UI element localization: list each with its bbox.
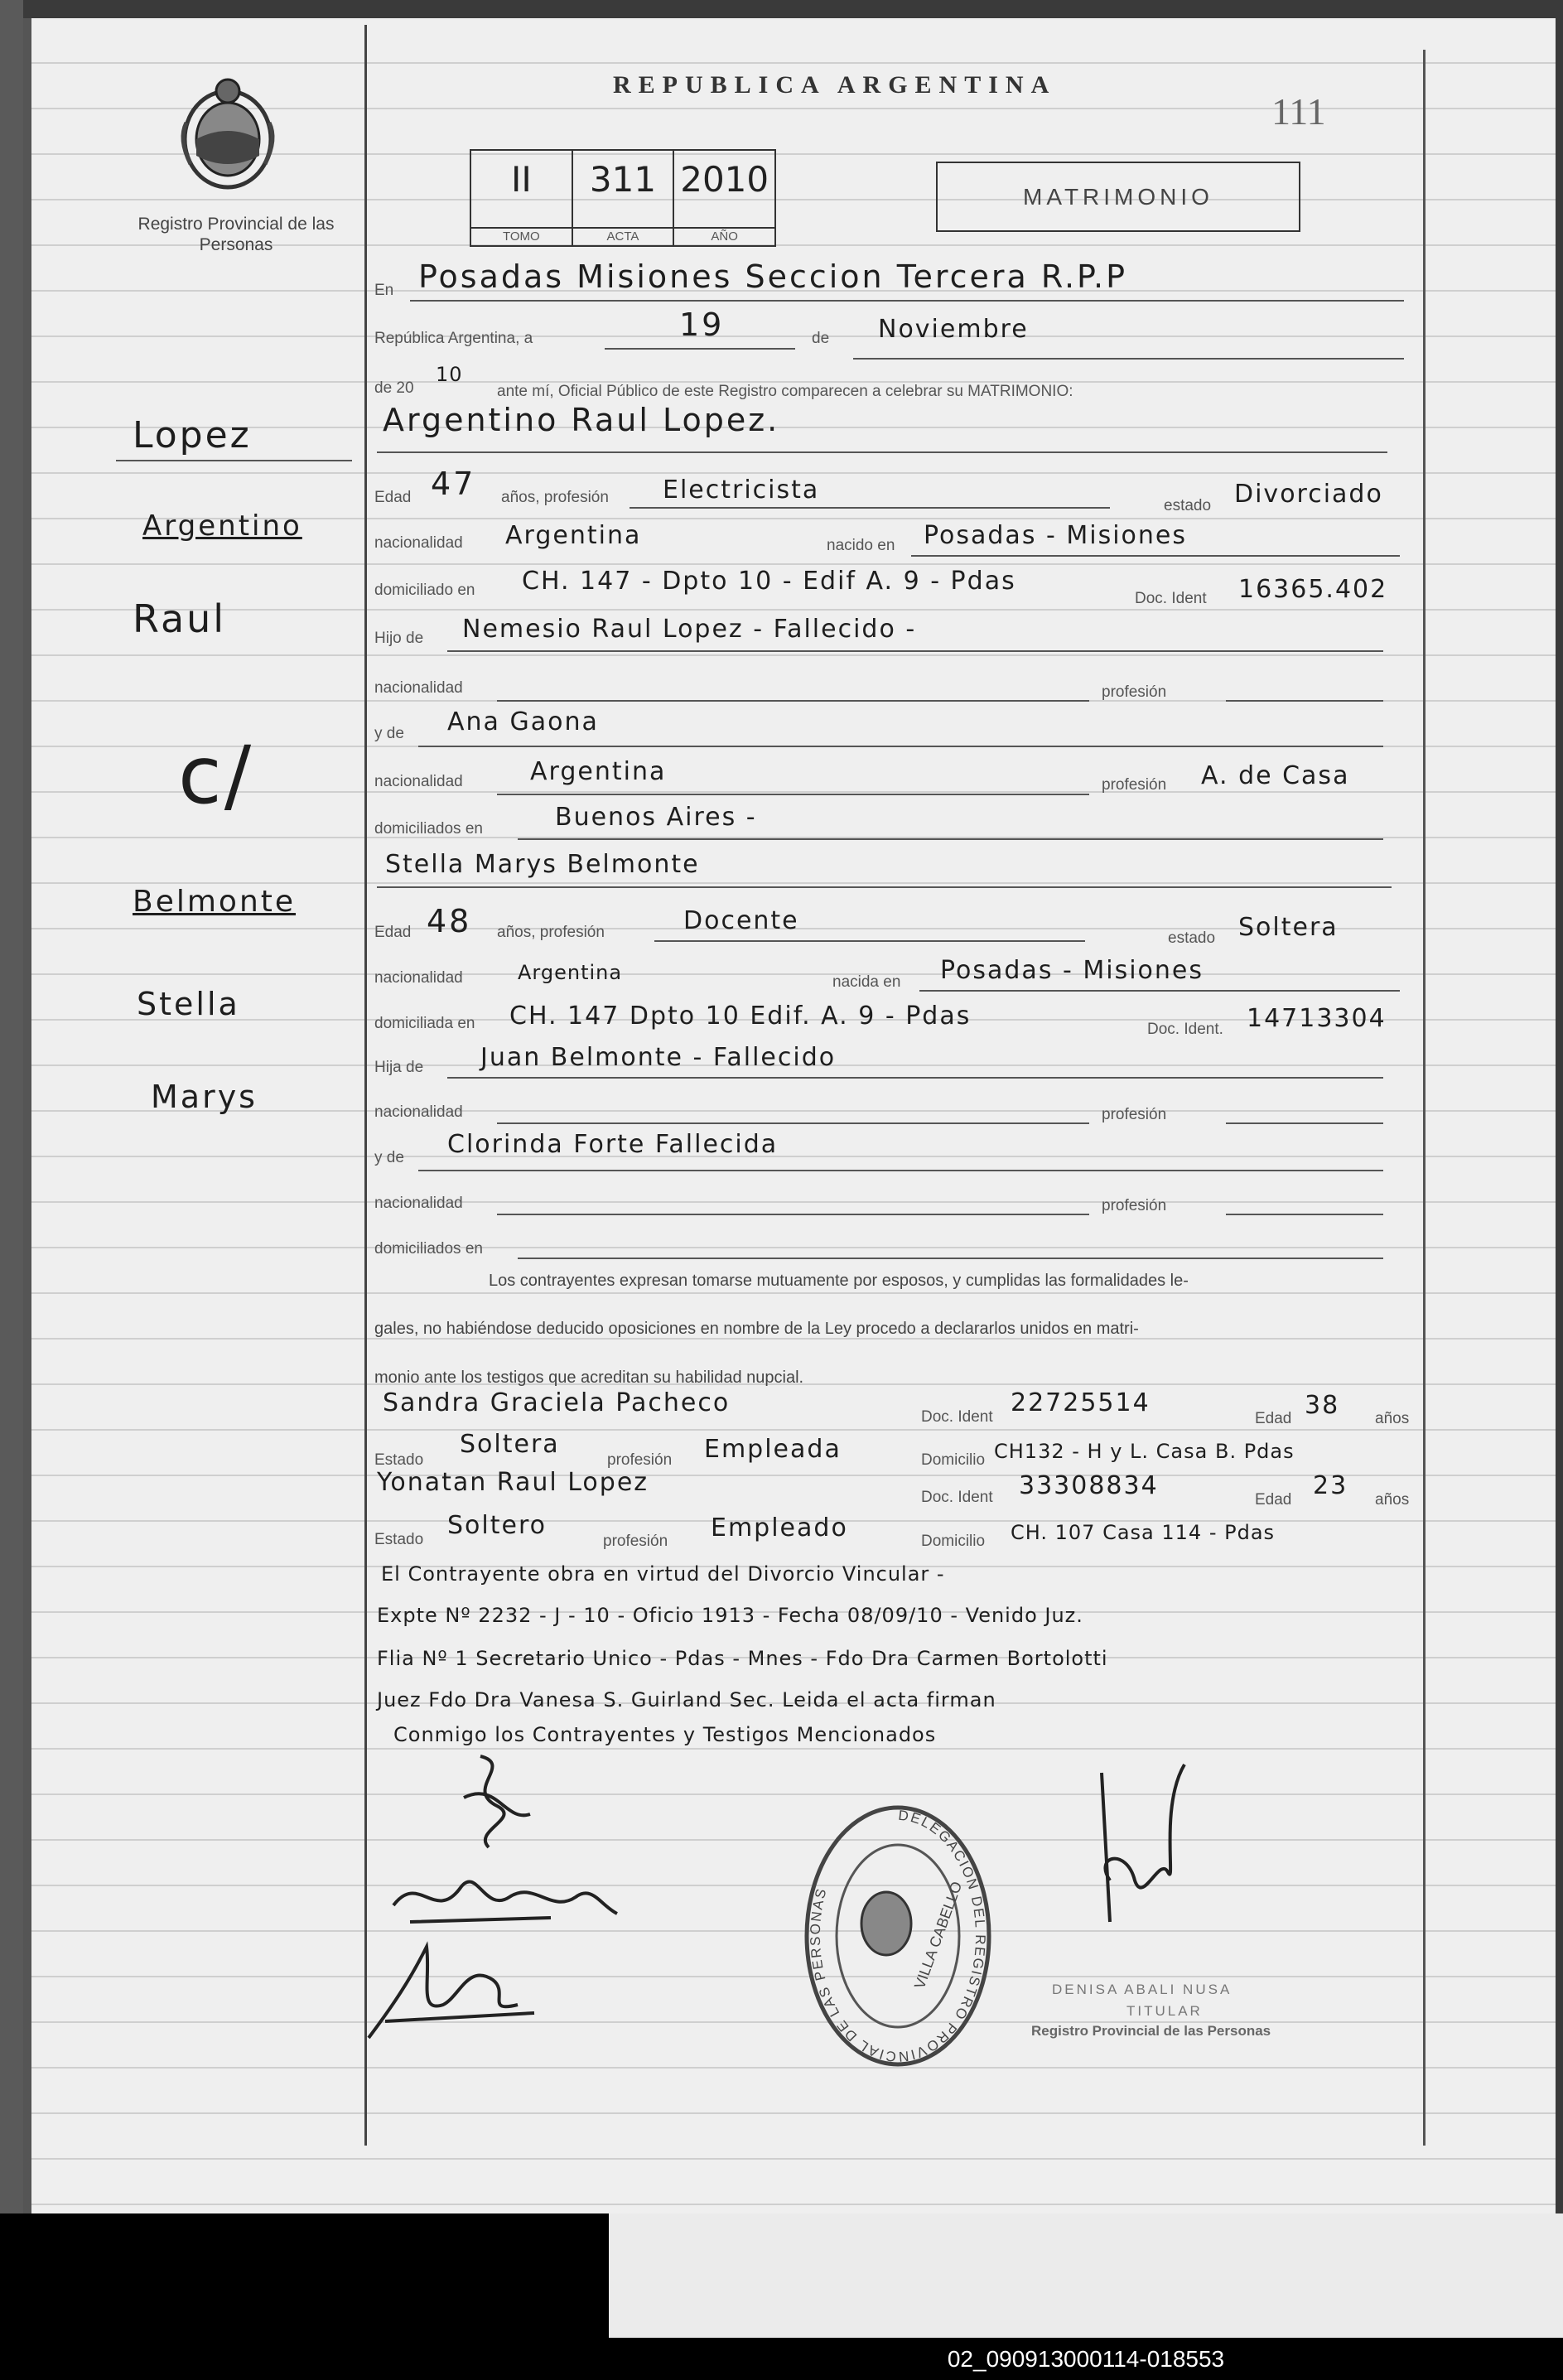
rule bbox=[497, 1122, 1089, 1124]
official-stamp bbox=[799, 1799, 996, 2073]
tomo-value: II bbox=[510, 159, 532, 200]
label-domiciliados-en: domiciliados en bbox=[374, 1240, 483, 1258]
rule bbox=[853, 358, 1404, 360]
rule bbox=[919, 990, 1400, 992]
note-line-3: Flia Nº 1 Secretario Unico - Pdas - Mnes - Fdo Dra Carmen Bortolotti bbox=[377, 1647, 1108, 1670]
officer-office: Registro Provincial de las Personas bbox=[1031, 2023, 1271, 2039]
margin-first-name-groom: Argentino bbox=[142, 509, 302, 543]
label-profesion: profesión bbox=[1102, 776, 1167, 794]
label-hija-de: Hija de bbox=[374, 1059, 424, 1076]
act-type-box: MATRIMONIO bbox=[936, 162, 1300, 232]
label-edad: Edad bbox=[374, 489, 412, 506]
groom-civil-status: Divorciado bbox=[1234, 480, 1383, 509]
signature-officer bbox=[1077, 1756, 1201, 1930]
label-anos-profesion: años, profesión bbox=[497, 924, 605, 941]
right-rule bbox=[1423, 50, 1426, 2146]
registry-title: Registro Provincial de las Personas bbox=[137, 215, 335, 254]
place-location: Posadas Misiones Seccion Tercera R.P.P bbox=[418, 258, 1128, 295]
declaration-line-2: gales, no habiéndose deducido oposiciones en nombre de la Ley procedo a declararlos unidos en matri- bbox=[374, 1320, 1139, 1338]
officer-name: DENISA ABALI NUSA bbox=[1052, 1982, 1233, 1997]
label-profesion: profesión bbox=[603, 1533, 668, 1550]
bride-mother: Clorinda Forte Fallecida bbox=[447, 1130, 779, 1159]
label-profesion: profesión bbox=[1102, 683, 1167, 701]
rule bbox=[377, 451, 1387, 453]
rule bbox=[497, 700, 1089, 702]
label-estado: Estado bbox=[374, 1531, 424, 1548]
record-id-box bbox=[470, 149, 776, 247]
bride-nationality: Argentina bbox=[518, 961, 623, 984]
bride-age: 48 bbox=[427, 903, 472, 939]
rule bbox=[447, 1077, 1383, 1079]
label-domicilio: Domicilio bbox=[921, 1451, 986, 1469]
margin-middle-name-groom: Raul bbox=[133, 596, 227, 641]
rule bbox=[1226, 1214, 1383, 1215]
bride-born-in: Posadas - Misiones bbox=[940, 956, 1204, 985]
rule bbox=[377, 886, 1392, 888]
date-month: Noviembre bbox=[878, 315, 1029, 344]
rule bbox=[497, 794, 1089, 795]
acta-value: 311 bbox=[589, 159, 657, 200]
label-nacionalidad: nacionalidad bbox=[374, 679, 463, 697]
date-day: 19 bbox=[679, 307, 725, 343]
declaration-line-3: monio ante los testigos que acreditan su habilidad nupcial. bbox=[374, 1369, 804, 1387]
bride-profession: Docente bbox=[683, 906, 799, 935]
tomo-cell bbox=[471, 151, 573, 245]
note-line-2: Expte Nº 2232 - J - 10 - Oficio 1913 - Fecha 08/09/10 - Venido Juz. bbox=[377, 1604, 1083, 1627]
witness-1-profession: Empleada bbox=[704, 1435, 842, 1464]
witness-2-doc-id: 33308834 bbox=[1019, 1471, 1159, 1500]
label-de: de bbox=[812, 330, 830, 347]
label-profesion: profesión bbox=[607, 1451, 673, 1469]
country-title: REPUBLICA ARGENTINA bbox=[613, 71, 1057, 99]
label-nacionalidad: nacionalidad bbox=[374, 1195, 463, 1212]
margin-middle-name-bride: Marys bbox=[151, 1079, 258, 1115]
label-doc-ident: Doc. Ident. bbox=[1147, 1021, 1223, 1038]
label-estado: estado bbox=[1164, 497, 1212, 514]
label-republica: República Argentina, a bbox=[374, 330, 533, 347]
acta-cell bbox=[573, 151, 675, 245]
label-hijo-de: Hijo de bbox=[374, 630, 424, 647]
rule bbox=[418, 1170, 1383, 1171]
groom-born-in: Posadas - Misiones bbox=[924, 521, 1187, 550]
rule bbox=[418, 746, 1383, 747]
label-anos-profesion: años, profesión bbox=[501, 489, 609, 506]
margin-surname-bride: Belmonte bbox=[133, 885, 297, 919]
witness-1-status: Soltera bbox=[460, 1430, 560, 1459]
label-domiciliado-en: domiciliado en bbox=[374, 582, 475, 599]
label-doc-ident: Doc. Ident bbox=[921, 1408, 993, 1426]
scan-id: 02_090913000114-018553 bbox=[609, 2338, 1563, 2380]
groom-father: Nemesio Raul Lopez - Fallecido - bbox=[462, 615, 917, 644]
label-de-20: de 20 bbox=[374, 379, 414, 397]
label-doc-ident: Doc. Ident bbox=[1135, 590, 1207, 607]
label-nacionalidad: nacionalidad bbox=[374, 969, 463, 987]
groom-profession: Electricista bbox=[663, 476, 820, 504]
note-line-5: Conmigo los Contrayentes y Testigos Mencionados bbox=[393, 1723, 937, 1746]
margin-conjunction: c/ bbox=[178, 729, 254, 822]
label-domiciliada-en: domiciliada en bbox=[374, 1015, 475, 1032]
groom-nationality: Argentina bbox=[505, 521, 642, 550]
groom-mother-nationality: Argentina bbox=[530, 757, 667, 786]
groom-mother: Ana Gaona bbox=[447, 707, 599, 736]
label-nacionalidad: nacionalidad bbox=[374, 534, 463, 552]
rule bbox=[518, 1258, 1383, 1259]
rule bbox=[518, 838, 1383, 840]
note-line-1: El Contrayente obra en virtud del Divorcio Vincular - bbox=[381, 1562, 945, 1586]
witness-2-age: 23 bbox=[1313, 1471, 1348, 1500]
witness-2-profession: Empleado bbox=[711, 1513, 848, 1542]
signature-groom bbox=[447, 1748, 547, 1856]
bride-father: Juan Belmonte - Fallecido bbox=[480, 1043, 837, 1072]
witness-2-status: Soltero bbox=[447, 1511, 547, 1540]
rule bbox=[410, 300, 1404, 302]
witness-2-name: Yonatan Raul Lopez bbox=[377, 1468, 649, 1497]
label-nacionalidad: nacionalidad bbox=[374, 1103, 463, 1121]
label-edad: Edad bbox=[374, 924, 412, 941]
witness-1-doc-id: 22725514 bbox=[1011, 1388, 1151, 1417]
rule bbox=[116, 460, 352, 461]
rule bbox=[1226, 1122, 1383, 1124]
label-profesion: profesión bbox=[1102, 1106, 1167, 1123]
declaration-line-1: Los contrayentes expresan tomarse mutuamente por esposos, y cumplidas las formalidades le- bbox=[489, 1272, 1189, 1290]
label-domicilio: Domicilio bbox=[921, 1533, 986, 1550]
label-en: En bbox=[374, 282, 394, 299]
groom-parents-address: Buenos Aires - bbox=[555, 803, 757, 832]
page-edge bbox=[0, 0, 23, 2213]
bride-doc-id: 14713304 bbox=[1247, 1004, 1387, 1033]
ano-value: 2010 bbox=[680, 159, 769, 200]
label-nacido-en: nacido en bbox=[827, 537, 895, 554]
tomo-label: TOMO bbox=[471, 227, 572, 245]
groom-full-name: Argentino Raul Lopez. bbox=[383, 402, 780, 438]
label-anos: años bbox=[1375, 1491, 1410, 1509]
label-estado: estado bbox=[1168, 929, 1216, 947]
bride-address: CH. 147 Dpto 10 Edif. A. 9 - Pdas bbox=[509, 1002, 972, 1031]
label-doc-ident: Doc. Ident bbox=[921, 1489, 993, 1506]
groom-age: 47 bbox=[431, 466, 476, 502]
groom-doc-id: 16365.402 bbox=[1238, 575, 1388, 604]
witness-1-name: Sandra Graciela Pacheco bbox=[383, 1388, 731, 1417]
officer-role: TITULAR bbox=[1126, 2003, 1203, 2019]
label-nacionalidad: nacionalidad bbox=[374, 773, 463, 790]
witness-2-address: CH. 107 Casa 114 - Pdas bbox=[1011, 1521, 1276, 1544]
label-ante-mi: ante mí, Oficial Público de este Registro comparecen a celebrar su MATRIMONIO: bbox=[497, 383, 1073, 400]
margin-rule bbox=[364, 25, 367, 2146]
ano-cell bbox=[674, 151, 774, 245]
margin-first-name-bride: Stella bbox=[137, 986, 240, 1022]
label-y-de: y de bbox=[374, 725, 404, 742]
label-profesion: profesión bbox=[1102, 1197, 1167, 1214]
note-line-4: Juez Fdo Dra Vanesa S. Guirland Sec. Leida el acta firman bbox=[377, 1688, 996, 1711]
stamp-ring-text: DELEGACION DEL REGISTRO PROVINCIAL DE LAS PERSONAS bbox=[807, 1807, 989, 2065]
stamp-center-text: VILLA CABELLO bbox=[910, 1879, 966, 1991]
date-year: 10 bbox=[436, 363, 463, 386]
rule bbox=[1226, 700, 1383, 702]
groom-address: CH. 147 - Dpto 10 - Edif A. 9 - Pdas bbox=[522, 567, 1016, 596]
rule bbox=[447, 650, 1383, 652]
scan-strip bbox=[609, 2213, 1563, 2338]
witness-1-age: 38 bbox=[1305, 1391, 1340, 1420]
label-nacida-en: nacida en bbox=[832, 973, 901, 991]
signature-witness bbox=[360, 1930, 543, 2046]
folio-number: 111 bbox=[1271, 90, 1326, 133]
witness-1-address: CH132 - H y L. Casa B. Pdas bbox=[994, 1440, 1295, 1463]
rule bbox=[654, 940, 1085, 942]
label-y-de: y de bbox=[374, 1149, 404, 1166]
rule bbox=[630, 507, 1110, 509]
label-domiciliados-en: domiciliados en bbox=[374, 820, 483, 838]
label-estado: Estado bbox=[374, 1451, 424, 1469]
margin-surname-groom: Lopez bbox=[133, 414, 252, 456]
ano-label: AÑO bbox=[674, 227, 774, 245]
label-edad: Edad bbox=[1255, 1491, 1292, 1509]
acta-label: ACTA bbox=[573, 227, 673, 245]
label-anos: años bbox=[1375, 1410, 1410, 1427]
rule bbox=[497, 1214, 1089, 1215]
bride-full-name: Stella Marys Belmonte bbox=[385, 850, 700, 879]
coat-of-arms-icon bbox=[174, 73, 282, 197]
rule bbox=[605, 348, 795, 350]
rule bbox=[911, 555, 1400, 557]
label-edad: Edad bbox=[1255, 1410, 1292, 1427]
groom-mother-profession: A. de Casa bbox=[1201, 761, 1350, 790]
bride-civil-status: Soltera bbox=[1238, 913, 1339, 942]
